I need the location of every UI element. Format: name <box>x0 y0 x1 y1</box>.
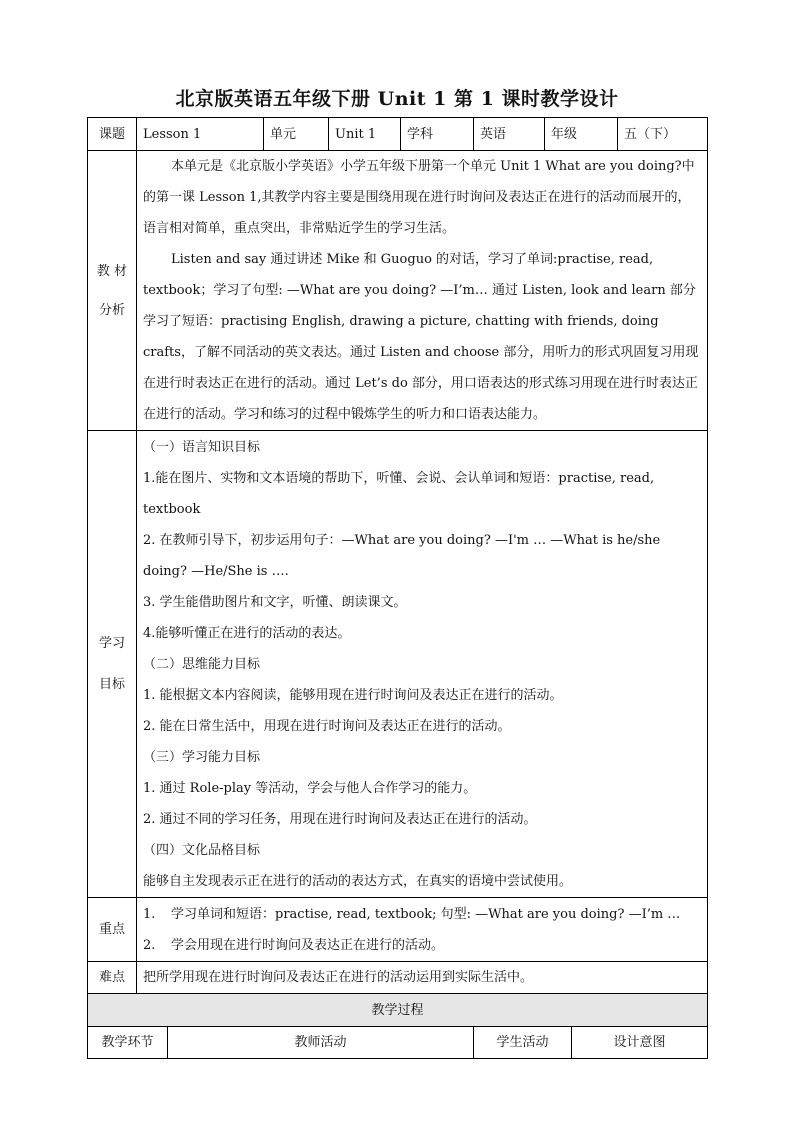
key-point-number: 1. <box>143 906 156 922</box>
objectives-label <box>88 431 137 898</box>
key-points-label: 重点 <box>88 898 137 962</box>
objective-line: 3. 学生能借助图片和文字，听懂、朗读课文。 <box>143 594 407 610</box>
key-points-content <box>137 898 708 962</box>
lesson-plan-table <box>87 117 708 1059</box>
objective-line: 2. 在教师引导下，初步运用句子：—What are you doing? —I'm … —What is he/she doing? —He/She is …. <box>143 532 661 579</box>
analysis-label-line-2: 分析 <box>98 302 125 318</box>
grade-label: 年级 <box>545 118 618 151</box>
analysis-paragraph: Listen and say 通过讲述 Mike 和 Guoguo 的对话，学习了单词:practise, read, textbook；学习了句型: —What are you doing? —I’m… 通过 Listen, look and learn 部分学习了短语：practising English, drawing a picture, chatting with friends, doing crafts，了解不同活动的英文表达。通过 Listen and choose 部分，用听力的形式巩固复习用现在进行时表达正在进行的活动。通过 Let’s do 部分，用口语表达的形式练习用现在进行时表达正在进行的活动。学习和练习的过程中锻炼学生的听力和口语表达能力。 <box>143 252 699 422</box>
key-points-row <box>88 898 708 962</box>
analysis-label-line-1: 教 材 <box>96 263 128 279</box>
process-columns-row <box>88 1027 708 1059</box>
process-heading-row <box>88 994 708 1027</box>
subject-value: 英语 <box>474 118 545 151</box>
objective-line: （三）学习能力目标 <box>143 749 261 765</box>
analysis-paragraph: 本单元是《北京版小学英语》小学五年级下册第一个单元 Unit 1 What are you doing?中的第一课 Lesson 1,其教学内容主要是围绕用现在进行时询问及表达正在进行的活动而展开的，语言相对简单，重点突出，非常贴近学生的学习生活。 <box>143 159 695 236</box>
topic-value: Lesson 1 <box>137 118 264 151</box>
key-point-item <box>143 899 701 930</box>
objective-line: 1. 能根据文本内容阅读，能够用现在进行时询问及表达正在进行的活动。 <box>143 687 563 703</box>
analysis-row <box>88 151 708 431</box>
unit-value: Unit 1 <box>329 118 401 151</box>
key-point-item <box>143 930 701 961</box>
grade-value: 五（下） <box>618 118 708 151</box>
process-column-teacher: 教师活动 <box>168 1027 474 1059</box>
objective-line: （四）文化品格目标 <box>143 842 261 858</box>
objectives-row <box>88 431 708 898</box>
objective-line: 能够自主发现表示正在进行的活动的表达方式，在真实的语境中尝试使用。 <box>143 873 573 889</box>
difficulty-text: 把所学用现在进行时询问及表达正在进行的活动运用到实际生活中。 <box>137 962 708 994</box>
objective-line: 2. 通过不同的学习任务，用现在进行时询问及表达正在进行的活动。 <box>143 811 537 827</box>
objective-line: （二）思维能力目标 <box>143 656 261 672</box>
objectives-label-line-1: 学习 <box>98 636 125 651</box>
process-column-student: 学生活动 <box>474 1027 572 1059</box>
process-column-stage: 教学环节 <box>88 1027 168 1059</box>
key-point-text: 学习单词和短语：practise, read, textbook; 句型: —What are you doing? —I’m … <box>171 906 681 922</box>
subject-label: 学科 <box>401 118 474 151</box>
objective-line: 1.能在图片、实物和文本语境的帮助下，听懂、会说、会认单词和短语：practise, read, textbook <box>143 470 655 517</box>
difficulty-row <box>88 962 708 994</box>
objectives-label-line-2: 目标 <box>98 677 125 692</box>
unit-label: 单元 <box>264 118 329 151</box>
analysis-content <box>137 151 708 431</box>
difficulty-label: 难点 <box>88 962 137 994</box>
process-column-purpose: 设计意图 <box>572 1027 708 1059</box>
objective-line: （一）语言知识目标 <box>143 439 261 455</box>
objective-line: 4.能够听懂正在进行的活动的表达。 <box>143 625 351 641</box>
info-row <box>88 118 708 151</box>
document-title: 北京版英语五年级下册 Unit 1 第 1 课时教学设计 <box>175 88 619 110</box>
objective-line: 2. 能在日常生活中，用现在进行时询问及表达正在进行的活动。 <box>143 718 511 734</box>
topic-label: 课题 <box>88 118 137 151</box>
process-heading: 教学过程 <box>88 994 708 1027</box>
objective-line: 1. 通过 Role-play 等活动，学会与他人合作学习的能力。 <box>143 780 477 796</box>
key-point-text: 学会用现在进行时询问及表达正在进行的活动。 <box>171 937 445 953</box>
key-point-number: 2. <box>143 937 156 953</box>
analysis-label <box>88 151 137 431</box>
objectives-content <box>137 431 708 898</box>
